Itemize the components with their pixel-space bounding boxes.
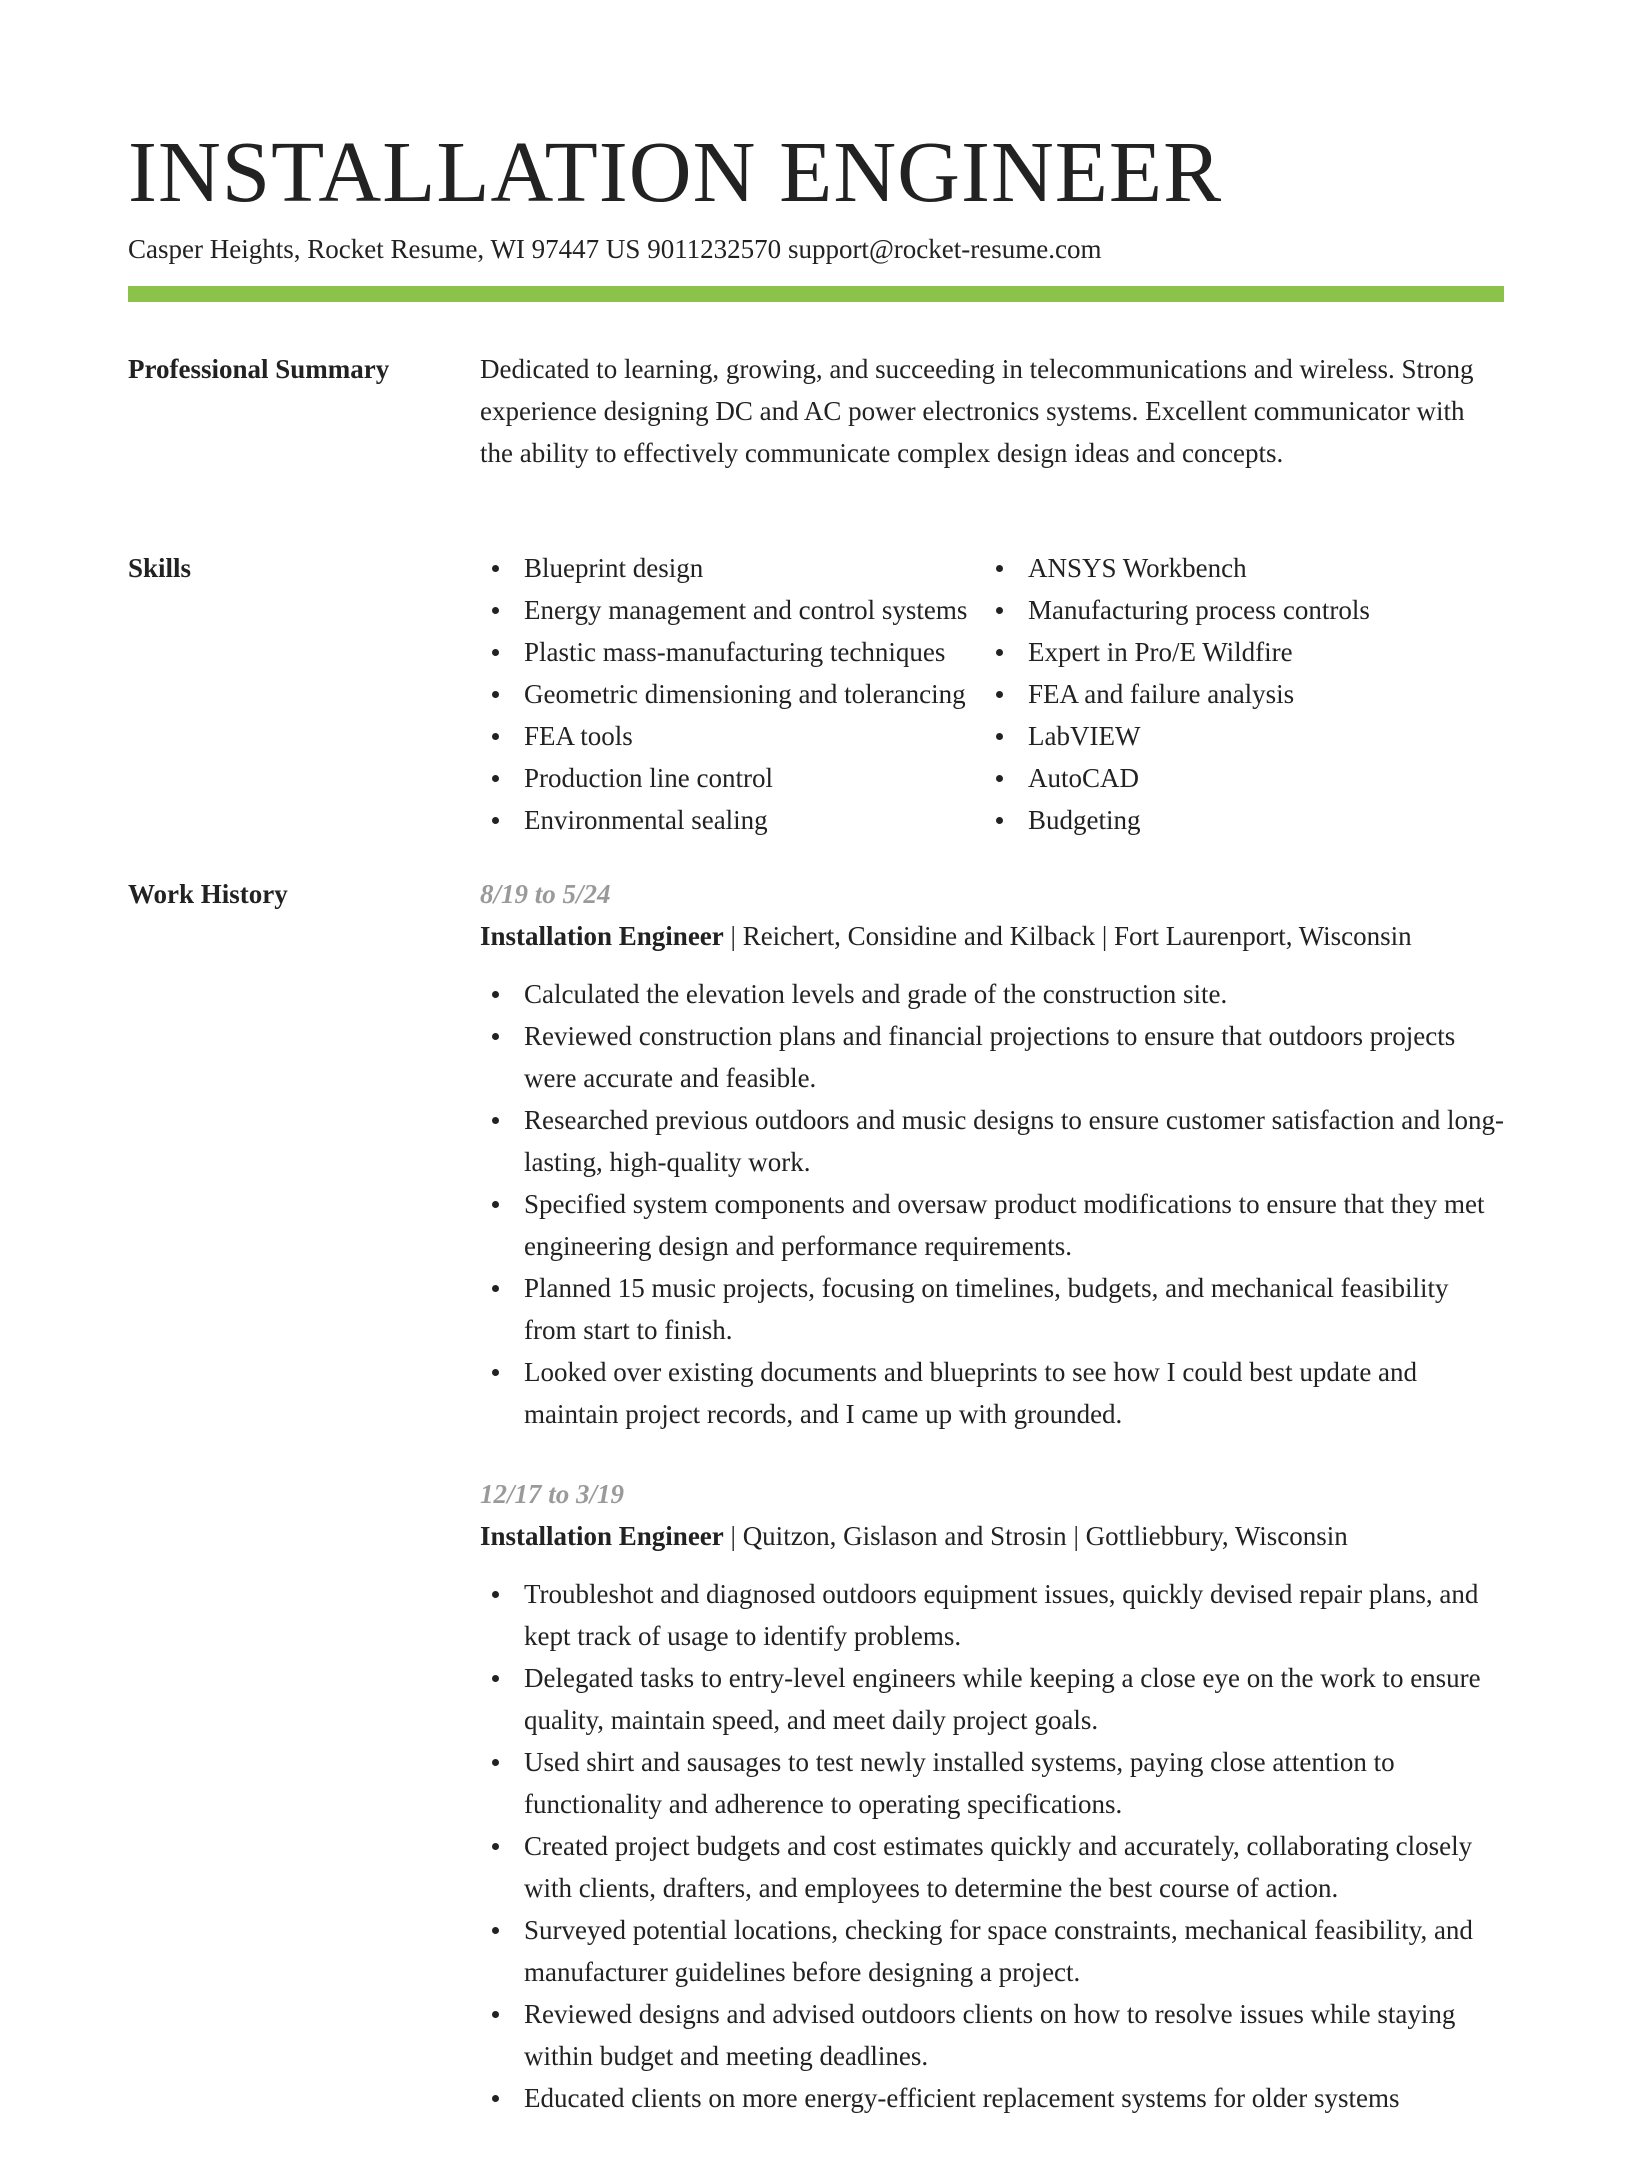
job-bullet: Looked over existing documents and blueprints to see how I could best update and maintain project records, and I came up with grounded. (480, 1351, 1504, 1435)
job-heading (480, 1515, 1504, 1557)
job-bullet: Calculated the elevation levels and grade of the construction site. (480, 973, 1504, 1015)
job-bullet: Planned 15 music projects, focusing on timelines, budgets, and mechanical feasibility from start to finish. (480, 1267, 1504, 1351)
job-entry (480, 1473, 1504, 2119)
location: Gottliebbury, Wisconsin (1085, 1521, 1348, 1551)
job-bullet: Researched previous outdoors and music designs to ensure customer satisfaction and long-lasting, high-quality work. (480, 1099, 1504, 1183)
job-bullets (480, 1573, 1504, 2119)
separator: | (1101, 921, 1108, 951)
phone: 9011232570 (647, 234, 782, 264)
job-bullet: Delegated tasks to entry-level engineers while keeping a close eye on the work to ensure quality, maintain speed, and meet daily project goals. (480, 1657, 1504, 1741)
separator: | (730, 921, 736, 951)
location: Fort Laurenport, Wisconsin (1114, 921, 1412, 951)
skill-item: Plastic mass-manufacturing techniques (480, 631, 984, 673)
skill-item: Budgeting (984, 799, 1488, 841)
skills-columns (480, 547, 1504, 841)
job-bullet: Surveyed potential locations, checking for space constraints, mechanical feasibility, and manufacturer guidelines before designing a project. (480, 1909, 1504, 1993)
job-bullets (480, 973, 1504, 1435)
summary-label: Professional Summary (128, 354, 390, 384)
job-title: Installation Engineer (480, 921, 724, 951)
skill-item: LabVIEW (984, 715, 1488, 757)
job-bullet: Used shirt and sausages to test newly installed systems, paying close attention to functionality and adherence to operating specifications. (480, 1741, 1504, 1825)
company: Reichert, Considine and Kilback (742, 921, 1096, 951)
skills-label: Skills (128, 553, 192, 583)
summary-body (480, 348, 1504, 474)
skill-item: Geometric dimensioning and tolerancing (480, 673, 984, 715)
contact-line (128, 230, 1101, 268)
work-history-label: Work History (128, 879, 288, 909)
skill-item: Blueprint design (480, 547, 984, 589)
skill-item: Production line control (480, 757, 984, 799)
work-history-body (480, 873, 1504, 2157)
skills-list-right (984, 547, 1488, 841)
company: Quitzon, Gislason and Strosin (742, 1521, 1067, 1551)
job-entry (480, 873, 1504, 1435)
skill-item: FEA and failure analysis (984, 673, 1488, 715)
job-bullet: Specified system components and oversaw product modifications to ensure that they met engineering design and performance requirements. (480, 1183, 1504, 1267)
job-heading (480, 915, 1504, 957)
skills-body (480, 547, 1504, 841)
skill-item: FEA tools (480, 715, 984, 757)
job-title: Installation Engineer (480, 1521, 724, 1551)
job-bullet: Created project budgets and cost estimates quickly and accurately, collaborating closely with clients, drafters, and employees to determine the best course of action. (480, 1825, 1504, 1909)
work-history-section (128, 873, 1504, 2112)
skill-item: Manufacturing process controls (984, 589, 1488, 631)
skill-item: Expert in Pro/E Wildfire (984, 631, 1488, 673)
job-bullet: Educated clients on more energy-efficient replacement systems for older systems (480, 2077, 1504, 2119)
job-dates: 8/19 to 5/24 (480, 879, 611, 909)
address: Casper Heights, Rocket Resume, WI 97447 US (128, 234, 641, 264)
email: support@rocket-resume.com (787, 234, 1102, 264)
skill-item: Environmental sealing (480, 799, 984, 841)
header-divider (128, 286, 1504, 302)
separator: | (1073, 1521, 1079, 1551)
summary-text: Dedicated to learning, growing, and succeeding in telecommunications and wireless. Strong experience designing DC and AC power electronics systems. Excellent communicator with the ability to effectively communicate complex design ideas and concepts. (480, 354, 1474, 468)
resume-title: INSTALLATION ENGINEER (128, 123, 1223, 220)
job-bullet: Reviewed construction plans and financial projections to ensure that outdoors projects were accurate and feasible. (480, 1015, 1504, 1099)
summary-section (128, 348, 1504, 548)
job-dates: 12/17 to 3/19 (480, 1479, 625, 1509)
job-bullet: Reviewed designs and advised outdoors clients on how to resolve issues while staying within budget and meeting deadlines. (480, 1993, 1504, 2077)
skill-item: AutoCAD (984, 757, 1488, 799)
separator: | (730, 1521, 736, 1551)
skills-list-left (480, 547, 984, 841)
skill-item: Energy management and control systems (480, 589, 984, 631)
skills-section (128, 547, 1504, 847)
skill-item: ANSYS Workbench (984, 547, 1488, 589)
job-bullet: Troubleshot and diagnosed outdoors equipment issues, quickly devised repair plans, and kept track of usage to identify problems. (480, 1573, 1504, 1657)
